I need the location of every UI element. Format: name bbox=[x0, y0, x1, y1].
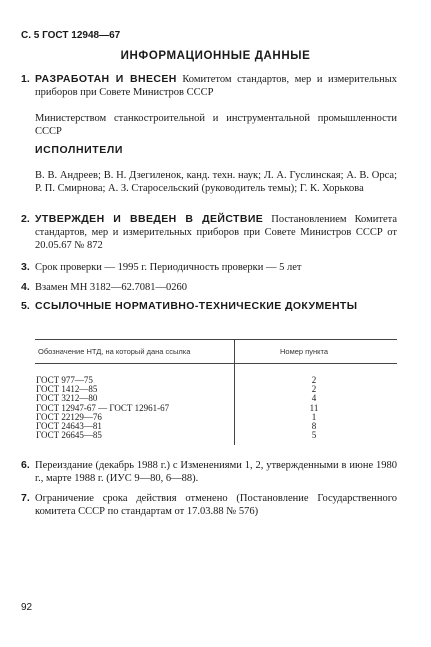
executors-list: В. В. Андреев; В. Н. Дзегиленок, канд. техн. наук; Л. А. Гуслинская; А. В. Орса; Р. П. Смирнова; А. З. Старосельский (руководитель темы); Г. К. Хорькова bbox=[35, 170, 397, 194]
table-cell-ntd: ГОСТ 977—75 bbox=[36, 375, 93, 385]
item-4 bbox=[21, 281, 397, 294]
table-header-rule bbox=[35, 363, 397, 364]
table-cell-ntd: ГОСТ 26645—85 bbox=[36, 430, 102, 441]
item-number: 1. bbox=[21, 73, 30, 85]
item-text: Срок проверки — 1995 г. Периодичность проверки — 5 лет bbox=[35, 262, 302, 273]
table-cell-ntd: ГОСТ 22129—76 bbox=[36, 411, 102, 422]
table-cell-clause: 11 bbox=[309, 402, 319, 413]
page-header: С. 5 ГОСТ 12948—67 bbox=[21, 30, 121, 41]
item-text: Постановлением Комитета стандартов, мер и измерительных приборов при Совете Министров СССР от 20.05.67 № 872 bbox=[35, 214, 398, 251]
table-cell-clause: 2 bbox=[311, 375, 317, 385]
table-column-divider bbox=[234, 339, 235, 445]
item-heading: ССЫЛОЧНЫЕ НОРМАТИВНО-ТЕХНИЧЕСКИЕ ДОКУМЕНТЫ bbox=[35, 300, 358, 312]
table-cell-clause: 1 bbox=[311, 411, 317, 422]
item-7 bbox=[21, 492, 397, 518]
table-clause-column bbox=[302, 376, 326, 440]
table-cell-clause: 2 bbox=[311, 384, 317, 395]
table-ntd-column bbox=[36, 376, 232, 440]
table-cell-clause: 5 bbox=[311, 430, 317, 441]
document-title: ИНФОРМАЦИОННЫЕ ДАННЫЕ bbox=[120, 50, 311, 62]
item-6 bbox=[21, 459, 397, 485]
item-number: 2. bbox=[21, 213, 30, 225]
item-number: 3. bbox=[21, 261, 30, 273]
table-header-ntd: Обозначение НТД, на который дана ссылка bbox=[38, 347, 191, 356]
table-header-clause: Номер пункта bbox=[280, 347, 329, 356]
item-number: 7. bbox=[21, 492, 30, 504]
page-number: 92 bbox=[21, 602, 33, 613]
item-heading: РАЗРАБОТАН И ВНЕСЕН bbox=[35, 73, 177, 85]
item-heading: УТВЕРЖДЕН И ВВЕДЕН В ДЕЙСТВИЕ bbox=[35, 213, 264, 225]
item-number: 5. bbox=[21, 300, 30, 312]
item-1 bbox=[21, 73, 397, 99]
table-cell-ntd: ГОСТ 24643—81 bbox=[36, 421, 102, 432]
item-number: 6. bbox=[21, 459, 30, 471]
item-text: Ограничение срока действия отменено (Постановление Государственного комитета СССР по стандартам от 17.03.88 № 576) bbox=[35, 493, 397, 517]
table-top-rule bbox=[35, 339, 397, 340]
item-3 bbox=[21, 261, 397, 274]
table-cell-clause: 4 bbox=[311, 393, 317, 404]
table-cell-clause: 8 bbox=[311, 421, 317, 432]
item-5 bbox=[21, 300, 397, 313]
table-cell-ntd: ГОСТ 1412—85 bbox=[36, 384, 98, 395]
item-2 bbox=[21, 213, 397, 252]
table-cell-ntd: ГОСТ 12947-67 — ГОСТ 12961-67 bbox=[36, 402, 170, 413]
ministry-text: Министерством станкостроительной и инструментальной промышленности СССР bbox=[35, 113, 397, 137]
item-text: Взамен МН 3182—62.7081—0260 bbox=[35, 282, 188, 293]
executors-heading: ИСПОЛНИТЕЛИ bbox=[35, 144, 124, 156]
table-cell-ntd: ГОСТ 3212—80 bbox=[36, 393, 98, 404]
item-text: Переиздание (декабрь 1988 г.) с Изменениями 1, 2, утвержденными в июне 1980 г., марте 1988 г. (ИУС 9—80, 6—88). bbox=[35, 460, 397, 484]
item-text: Комитетом стандартов, мер и измерительных приборов при Совете Министров СССР bbox=[35, 74, 398, 98]
item-number: 4. bbox=[21, 281, 30, 293]
